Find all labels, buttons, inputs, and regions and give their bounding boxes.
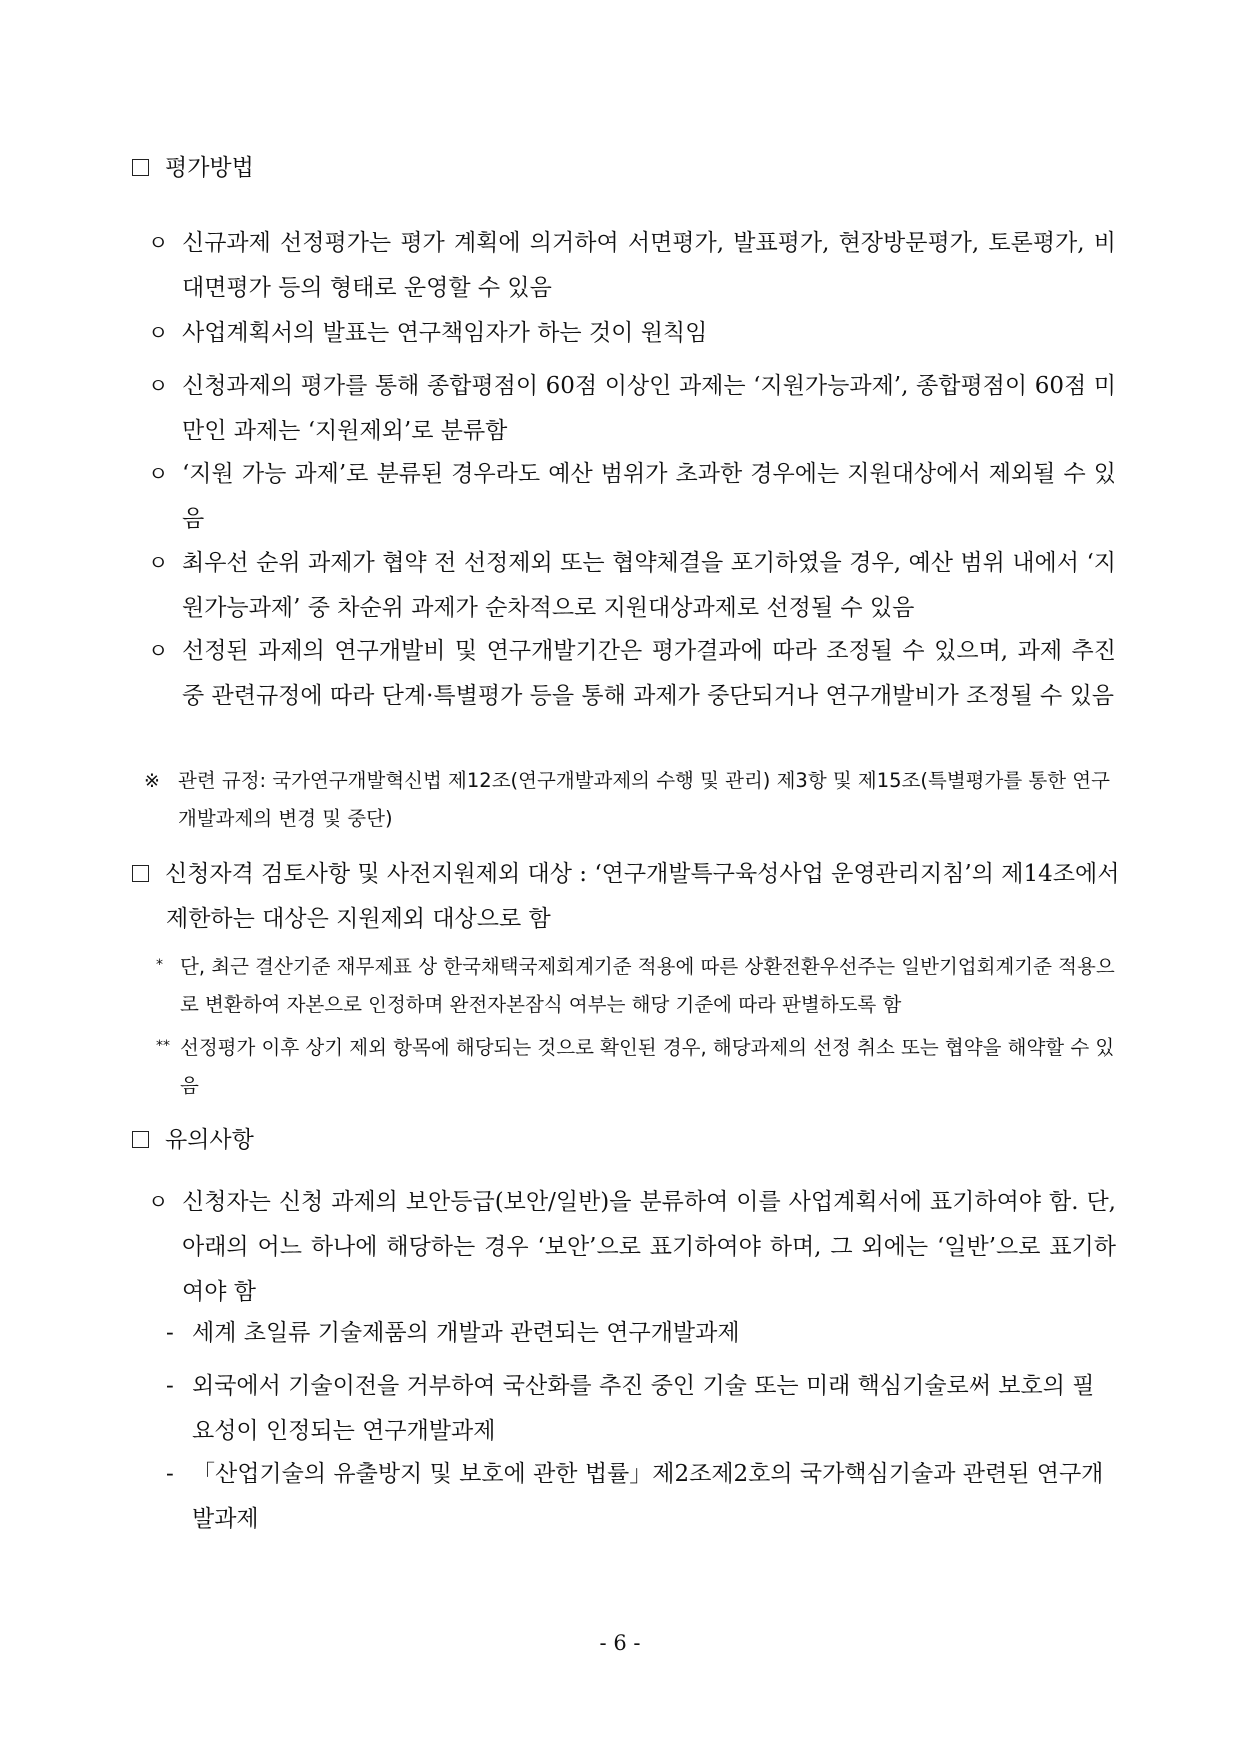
dash-item-text: 외국에서 기술이전을 거부하여 국산화를 추진 중인 기술 또는 미래 핵심기술로써 보호의 필요성이 인정되는 연구개발과제 [192,1373,1095,1444]
list-item [148,541,1116,631]
bullet-circle-icon: ㅇ [148,1190,169,1214]
bullet-circle-icon: ㅇ [148,551,169,575]
list-item [148,1180,1116,1315]
regulation-note-text: 관련 규정: 국가연구개발혁신법 제12조(연구개발과제의 수행 및 관리) 제3항 및 제15조(특별평가를 통한 연구개발과제의 변경 및 중단) [178,769,1110,830]
footnote-marker: ** [156,1038,170,1054]
footnote-text: 단, 최근 결산기준 재무제표 상 한국채택국제회계기준 적용에 따른 상환전환우선주는 일반기업회계기준 적용으로 변환하여 자본으로 인정하며 완전자본잠식 여부는 해당 기준에 따라 판별하도록 함 [180,955,1115,1016]
section-heading-text: 평가방법 [165,155,254,181]
section-heading-cautions [132,1118,1112,1163]
bullet-circle-icon: ㅇ [148,639,169,663]
footnote [156,946,1116,1024]
section-heading-evaluation [132,146,1112,191]
section-heading-eligibility [132,852,1146,942]
list-item [148,311,1116,356]
dash-item-text: 세계 초일류 기술제품의 개발과 관련되는 연구개발과제 [192,1320,740,1346]
bullet-circle-icon: ㅇ [148,321,169,345]
list-item-text: ‘지원 가능 과제’로 분류된 경우라도 예산 범위가 초과한 경우에는 지원대상에서 제외될 수 있음 [182,461,1116,532]
list-item [148,364,1116,454]
footnote [156,1027,1116,1105]
list-item [148,629,1116,719]
list-item [148,452,1116,542]
dash-marker: - [166,1373,174,1399]
checkbox-square-icon [132,159,149,176]
dash-item [166,1311,1116,1356]
checkbox-square-icon [132,1131,149,1148]
footnote-marker: * [156,957,163,973]
dash-marker: - [166,1461,174,1487]
bullet-circle-icon: ㅇ [148,462,169,486]
checkbox-square-icon [132,865,149,882]
list-item-text: 신청자는 신청 과제의 보안등급(보안/일반)을 분류하여 이를 사업계획서에 표기하여야 함. 단, 아래의 어느 하나에 해당하는 경우 ‘보안’으로 표기하여야 하며, 그 외에는 ‘일반’으로 표기하여야 함 [182,1189,1116,1305]
section-heading-text: 신청자격 검토사항 및 사전지원제외 대상 : ‘연구개발특구육성사업 운영관리지침’의 제14조에서 제한하는 대상은 지원제외 대상으로 함 [165,861,1120,932]
page-number: - 6 - [599,1631,641,1655]
list-item-text: 선정된 과제의 연구개발비 및 연구개발기간은 평가결과에 따라 조정될 수 있으며, 과제 추진 중 관련규정에 따라 단계·특별평가 등을 통해 과제가 중단되거나 연구개발비가 조정될 수 있음 [182,638,1116,709]
list-item-text: 사업계획서의 발표는 연구책임자가 하는 것이 원칙임 [182,320,708,346]
list-item [148,221,1116,311]
regulation-note [144,762,1116,838]
dash-marker: - [166,1320,174,1346]
list-item-text: 신청과제의 평가를 통해 종합평점이 60점 이상인 과제는 ‘지원가능과제’, 종합평점이 60점 미만인 과제는 ‘지원제외’로 분류함 [182,373,1116,444]
list-item-text: 최우선 순위 과제가 협약 전 선정제외 또는 협약체결을 포기하였을 경우, 예산 범위 내에서 ‘지원가능과제’ 중 차순위 과제가 순차적으로 지원대상과제로 선정될 수 있음 [182,550,1116,621]
dash-item-text: 「산업기술의 유출방지 및 보호에 관한 법률」제2조제2호의 국가핵심기술과 관련된 연구개발과제 [192,1461,1104,1532]
bullet-circle-icon: ㅇ [148,231,169,255]
bullet-circle-icon: ㅇ [148,374,169,398]
reference-mark-icon: ※ [144,770,160,792]
list-item-text: 신규과제 선정평가는 평가 계획에 의거하여 서면평가, 발표평가, 현장방문평가, 토론평가, 비대면평가 등의 형태로 운영할 수 있음 [182,230,1116,301]
footnote-text: 선정평가 이후 상기 제외 항목에 해당되는 것으로 확인된 경우, 해당과제의 선정 취소 또는 협약을 해약할 수 있음 [180,1036,1115,1097]
dash-item [166,1364,1116,1454]
section-heading-text: 유의사항 [165,1127,254,1153]
dash-item [166,1452,1116,1542]
